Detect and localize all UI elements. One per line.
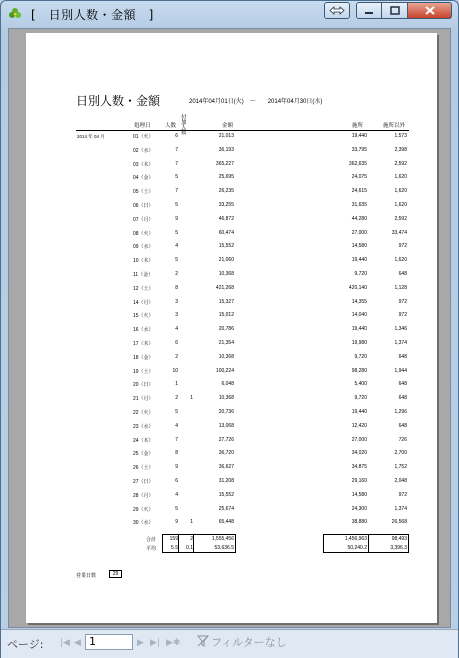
cell-other: 2,700 bbox=[394, 450, 407, 457]
cell-date: 06（日） bbox=[133, 203, 154, 209]
header-rule bbox=[76, 130, 409, 131]
cell-other: 2,048 bbox=[394, 478, 407, 484]
cell-count: 4 bbox=[175, 243, 178, 250]
cell-other: 648 bbox=[398, 381, 407, 388]
cell-other: 1,620 bbox=[394, 257, 407, 264]
cell-count: 5 bbox=[175, 257, 178, 264]
cell-date: 05（土） bbox=[133, 189, 154, 196]
clover-app-icon bbox=[8, 7, 22, 21]
cell-other: 1,296 bbox=[394, 409, 407, 415]
table-row bbox=[26, 368, 437, 381]
last-page-icon[interactable]: ▶| bbox=[150, 638, 160, 648]
cell-other: 1,620 bbox=[394, 188, 407, 195]
eigyo-value: 29 bbox=[109, 570, 122, 578]
cell-amount: 10,368 bbox=[218, 271, 234, 277]
cell-other: 726 bbox=[398, 436, 407, 443]
filter-label: フィルターなし bbox=[211, 636, 287, 649]
cell-count: 9 bbox=[175, 464, 178, 471]
double-arrow-icon bbox=[329, 6, 345, 15]
table-row bbox=[26, 519, 437, 532]
caption-buttons bbox=[324, 2, 452, 20]
report-page bbox=[26, 33, 437, 623]
total-fuka-box bbox=[178, 534, 194, 553]
cell-count: 6 bbox=[175, 340, 178, 346]
cell-other: 972 bbox=[398, 312, 407, 319]
cell-other: 1,374 bbox=[394, 340, 407, 346]
cell-date: 16（水） bbox=[133, 327, 154, 334]
cell-count: 5 bbox=[175, 229, 178, 236]
cell-count: 3 bbox=[175, 298, 178, 305]
table-row bbox=[26, 188, 437, 201]
cell-amount: 33,255 bbox=[218, 202, 234, 208]
table-row bbox=[26, 326, 437, 339]
cell-count: 7 bbox=[175, 188, 178, 195]
cell-kyoto: 31,635 bbox=[351, 202, 367, 208]
cell-kyoto: 34,875 bbox=[351, 464, 367, 471]
table-row bbox=[26, 147, 437, 160]
cell-amount: 15,552 bbox=[218, 491, 234, 498]
cell-other: 648 bbox=[398, 271, 407, 277]
header-fuka: 付加人数 bbox=[181, 115, 187, 136]
header-other: 施所以外 bbox=[383, 123, 406, 129]
table-row bbox=[26, 257, 437, 270]
cell-date: 15（火） bbox=[133, 313, 154, 320]
table-row bbox=[26, 340, 437, 353]
cell-other: 1,944 bbox=[394, 367, 407, 374]
cell-amount: 13,068 bbox=[218, 422, 234, 429]
cell-amount: 36,627 bbox=[218, 464, 234, 471]
cell-fuka: 1 bbox=[190, 395, 193, 402]
cell-amount: 21,013 bbox=[218, 133, 234, 139]
report-date-range: 2014年04月01日(火) 〜 2014年04月30日(水) bbox=[189, 99, 323, 105]
total-label: 合計 bbox=[146, 537, 157, 543]
cell-other: 1,620 bbox=[394, 202, 407, 208]
cell-count: 7 bbox=[175, 436, 178, 443]
cell-date: 17（木） bbox=[133, 341, 154, 347]
cell-other: 972 bbox=[398, 298, 407, 305]
cell-other: 648 bbox=[398, 353, 407, 360]
cell-count: 10 bbox=[172, 367, 178, 374]
cell-date: 19（土） bbox=[133, 368, 154, 375]
cell-kyoto: 33,795 bbox=[351, 146, 367, 153]
cell-kyoto: 24,300 bbox=[351, 505, 367, 512]
cell-count: 3 bbox=[175, 312, 178, 319]
cell-date: 26（土） bbox=[133, 465, 154, 472]
cell-date: 04（金） bbox=[133, 175, 154, 182]
cell-date: 10（木） bbox=[133, 258, 154, 265]
cell-count: 6 bbox=[175, 478, 178, 484]
cell-count: 8 bbox=[175, 450, 178, 457]
cell-kyoto: 14,580 bbox=[351, 491, 367, 498]
cell-amount: 36,720 bbox=[218, 450, 234, 457]
average-count: 5.5 bbox=[171, 545, 178, 551]
cell-count: 2 bbox=[175, 353, 178, 360]
cell-amount: 100,224 bbox=[215, 367, 234, 374]
window-title: [ 日別人数・金額 ] bbox=[31, 8, 154, 22]
cell-date: 12（土） bbox=[133, 285, 154, 292]
cell-kyoto: 38,880 bbox=[351, 519, 367, 526]
cell-amount: 20,736 bbox=[218, 409, 234, 415]
cell-date: 08（火） bbox=[133, 230, 154, 237]
maximize-icon bbox=[390, 6, 400, 15]
cell-amount: 421,268 bbox=[215, 284, 234, 291]
table-row bbox=[26, 161, 437, 174]
cell-amount: 21,060 bbox=[218, 257, 234, 264]
total-amount: 1,555,456 bbox=[211, 536, 234, 542]
table-row bbox=[26, 202, 437, 215]
cell-date: 24（木） bbox=[133, 437, 154, 444]
cell-kyoto: 19,440 bbox=[351, 409, 367, 415]
cell-amount: 26,235 bbox=[218, 188, 234, 195]
month-label: 2014 年 04 月 bbox=[77, 134, 105, 139]
prev-page-icon[interactable]: ◀ bbox=[74, 638, 81, 648]
table-row bbox=[26, 312, 437, 325]
no-filter-icon bbox=[197, 635, 209, 647]
cell-kyoto: 19,980 bbox=[351, 340, 367, 346]
cell-amount: 60,474 bbox=[218, 229, 234, 236]
cell-amount: 15,552 bbox=[218, 243, 234, 250]
cell-count: 4 bbox=[175, 491, 178, 498]
table-row bbox=[26, 243, 437, 256]
swap-window-button[interactable] bbox=[324, 2, 350, 19]
cell-date: 18（金） bbox=[133, 354, 154, 361]
cell-kyoto: 19,440 bbox=[351, 133, 367, 139]
minimize-icon bbox=[364, 7, 374, 15]
cell-other: 1,374 bbox=[394, 505, 407, 512]
table-row bbox=[26, 464, 437, 477]
cell-other: 2,398 bbox=[394, 146, 407, 153]
cell-count: 1 bbox=[175, 381, 178, 388]
cell-date: 09（水） bbox=[133, 244, 154, 251]
table-row bbox=[26, 133, 437, 146]
cell-kyoto: 27,000 bbox=[351, 436, 367, 443]
cell-count: 5 bbox=[175, 174, 178, 181]
preview-area[interactable] bbox=[8, 28, 451, 628]
cell-date: 28（月） bbox=[133, 492, 154, 499]
cell-date: 25（金） bbox=[133, 451, 154, 458]
cell-amount: 65,448 bbox=[218, 519, 234, 526]
cell-kyoto: 34,020 bbox=[351, 450, 367, 457]
cell-other: 648 bbox=[398, 422, 407, 429]
cell-count: 4 bbox=[175, 326, 178, 333]
cell-kyoto: 14,040 bbox=[351, 312, 367, 319]
cell-amount: 20,786 bbox=[218, 326, 234, 333]
first-page-icon[interactable]: |◀ bbox=[60, 638, 70, 648]
cell-date: 22（火） bbox=[133, 410, 154, 416]
cell-date: 11（金） bbox=[133, 272, 154, 278]
cell-amount: 25,674 bbox=[218, 505, 234, 512]
cell-count: 8 bbox=[175, 284, 178, 291]
cell-kyoto: 9,720 bbox=[354, 353, 367, 360]
cell-other: 2,592 bbox=[394, 160, 407, 167]
next-page-icon[interactable]: ▶ bbox=[137, 638, 144, 648]
cell-other: 33,474 bbox=[391, 229, 407, 236]
cell-kyoto: 14,355 bbox=[351, 298, 367, 305]
cell-amount: 6,048 bbox=[221, 381, 234, 388]
cell-amount: 46,872 bbox=[218, 215, 234, 222]
cell-kyoto: 9,720 bbox=[354, 271, 367, 277]
cell-date: 03（木） bbox=[133, 161, 154, 168]
eigyo-label: 営業日数 bbox=[76, 573, 97, 579]
report-title: 日別人数・金額 bbox=[76, 94, 161, 108]
cell-amount: 21,354 bbox=[218, 340, 234, 346]
record-navigation-bar bbox=[1, 629, 458, 658]
page-label: ページ: bbox=[7, 638, 44, 651]
total-amount-box bbox=[193, 534, 236, 553]
cell-amount: 31,208 bbox=[218, 478, 234, 484]
cell-count: 7 bbox=[175, 160, 178, 167]
cell-count: 5 bbox=[175, 202, 178, 208]
total-other-box bbox=[368, 534, 409, 553]
cell-kyoto: 27,000 bbox=[351, 229, 367, 236]
close-icon bbox=[425, 6, 435, 15]
cell-amount: 27,726 bbox=[218, 436, 234, 443]
minimize-button[interactable] bbox=[356, 2, 382, 19]
cell-kyoto: 14,580 bbox=[351, 243, 367, 250]
cell-other: 1,573 bbox=[394, 133, 407, 139]
average-other: 3,396.3 bbox=[390, 545, 407, 551]
table-row bbox=[26, 299, 437, 312]
header-amount: 金額 bbox=[222, 123, 234, 129]
new-record-icon[interactable]: ▶✱ bbox=[166, 638, 181, 648]
average-fuka: 0.1 bbox=[186, 545, 193, 551]
cell-count: 4 bbox=[175, 422, 178, 429]
cell-kyoto: 98,280 bbox=[351, 367, 367, 374]
table-row bbox=[26, 492, 437, 505]
table-row bbox=[26, 450, 437, 463]
cell-amount: 10,368 bbox=[218, 353, 234, 360]
title-bar[interactable] bbox=[1, 1, 458, 28]
cell-count: 5 bbox=[175, 505, 178, 512]
table-row bbox=[26, 230, 437, 243]
cell-amount: 36,193 bbox=[218, 146, 234, 153]
cell-other: 1,620 bbox=[394, 174, 407, 181]
table-row bbox=[26, 395, 437, 408]
cell-amount: 25,695 bbox=[218, 174, 234, 181]
cell-count: 9 bbox=[175, 519, 178, 526]
cell-date: 20（日） bbox=[133, 382, 154, 389]
cell-date: 07（月） bbox=[133, 216, 154, 223]
cell-kyoto: 362,635 bbox=[348, 160, 367, 167]
cell-kyoto: 24,075 bbox=[351, 174, 367, 181]
cell-kyoto: 19,440 bbox=[351, 257, 367, 264]
cell-other: 26,568 bbox=[391, 519, 407, 526]
cell-kyoto: 24,615 bbox=[351, 188, 367, 195]
cell-other: 972 bbox=[398, 243, 407, 250]
cell-other: 648 bbox=[398, 395, 407, 402]
table-row bbox=[26, 285, 437, 298]
cell-date: 14（月） bbox=[133, 299, 154, 306]
maximize-button[interactable] bbox=[382, 2, 408, 19]
header-kyoto: 施所 bbox=[352, 123, 364, 129]
cell-date: 01（火） bbox=[133, 134, 154, 140]
cell-other: 2,592 bbox=[394, 215, 407, 222]
table-row bbox=[26, 381, 437, 394]
average-label: 平均 bbox=[146, 546, 157, 552]
cell-kyoto: 5,400 bbox=[354, 381, 367, 388]
cell-kyoto: 29,160 bbox=[351, 478, 367, 484]
total-kyoto: 1,456,963 bbox=[344, 536, 367, 542]
table-row bbox=[26, 216, 437, 229]
table-row bbox=[26, 271, 437, 284]
table-row bbox=[26, 423, 437, 436]
cell-kyoto: 420,140 bbox=[348, 284, 367, 291]
filter-toggle[interactable] bbox=[197, 634, 287, 650]
total-other: 98,493 bbox=[391, 536, 407, 542]
cell-amount: 15,012 bbox=[218, 312, 234, 319]
cell-kyoto: 19,440 bbox=[351, 326, 367, 333]
table-row bbox=[26, 354, 437, 367]
cell-count: 2 bbox=[175, 271, 178, 277]
close-button[interactable] bbox=[408, 2, 452, 19]
table-row bbox=[26, 506, 437, 519]
cell-date: 23（水） bbox=[133, 423, 154, 430]
cell-amount: 10,368 bbox=[218, 395, 234, 402]
total-fuka: 2 bbox=[190, 536, 193, 542]
total-kyoto-box bbox=[323, 534, 369, 553]
cell-date: 27（日） bbox=[133, 479, 154, 485]
cell-count: 6 bbox=[175, 133, 178, 139]
total-count-box bbox=[162, 534, 179, 553]
cell-kyoto: 12,420 bbox=[351, 422, 367, 429]
cell-kyoto: 9,720 bbox=[354, 395, 367, 402]
cell-amount: 15,327 bbox=[218, 298, 234, 305]
header-count: 人数 bbox=[165, 123, 177, 129]
cell-other: 1,752 bbox=[394, 464, 407, 471]
cell-amount: 365,227 bbox=[215, 160, 234, 167]
cell-date: 30（水） bbox=[133, 520, 154, 527]
cell-count: 9 bbox=[175, 215, 178, 222]
table-row bbox=[26, 478, 437, 491]
table-row bbox=[26, 437, 437, 450]
average-kyoto: 50,240.2 bbox=[347, 545, 367, 551]
cell-date: 02（水） bbox=[133, 147, 154, 154]
table-row bbox=[26, 174, 437, 187]
table-row bbox=[26, 409, 437, 422]
average-amount: 53,636.5 bbox=[214, 545, 234, 551]
cell-date: 29（火） bbox=[133, 506, 154, 513]
cell-count: 2 bbox=[175, 395, 178, 402]
cell-other: 972 bbox=[398, 491, 407, 498]
cell-count: 5 bbox=[175, 409, 178, 415]
cell-date: 21（月） bbox=[133, 396, 154, 403]
header-date: 処理日 bbox=[134, 123, 151, 129]
report bbox=[26, 33, 437, 623]
total-count: 159 bbox=[169, 536, 178, 542]
cell-other: 1,128 bbox=[394, 284, 407, 291]
cell-kyoto: 44,280 bbox=[351, 215, 367, 222]
page-number-input[interactable]: 1 bbox=[85, 634, 133, 650]
cell-fuka: 1 bbox=[190, 519, 193, 526]
cell-other: 1,346 bbox=[394, 326, 407, 333]
cell-count: 7 bbox=[175, 146, 178, 153]
